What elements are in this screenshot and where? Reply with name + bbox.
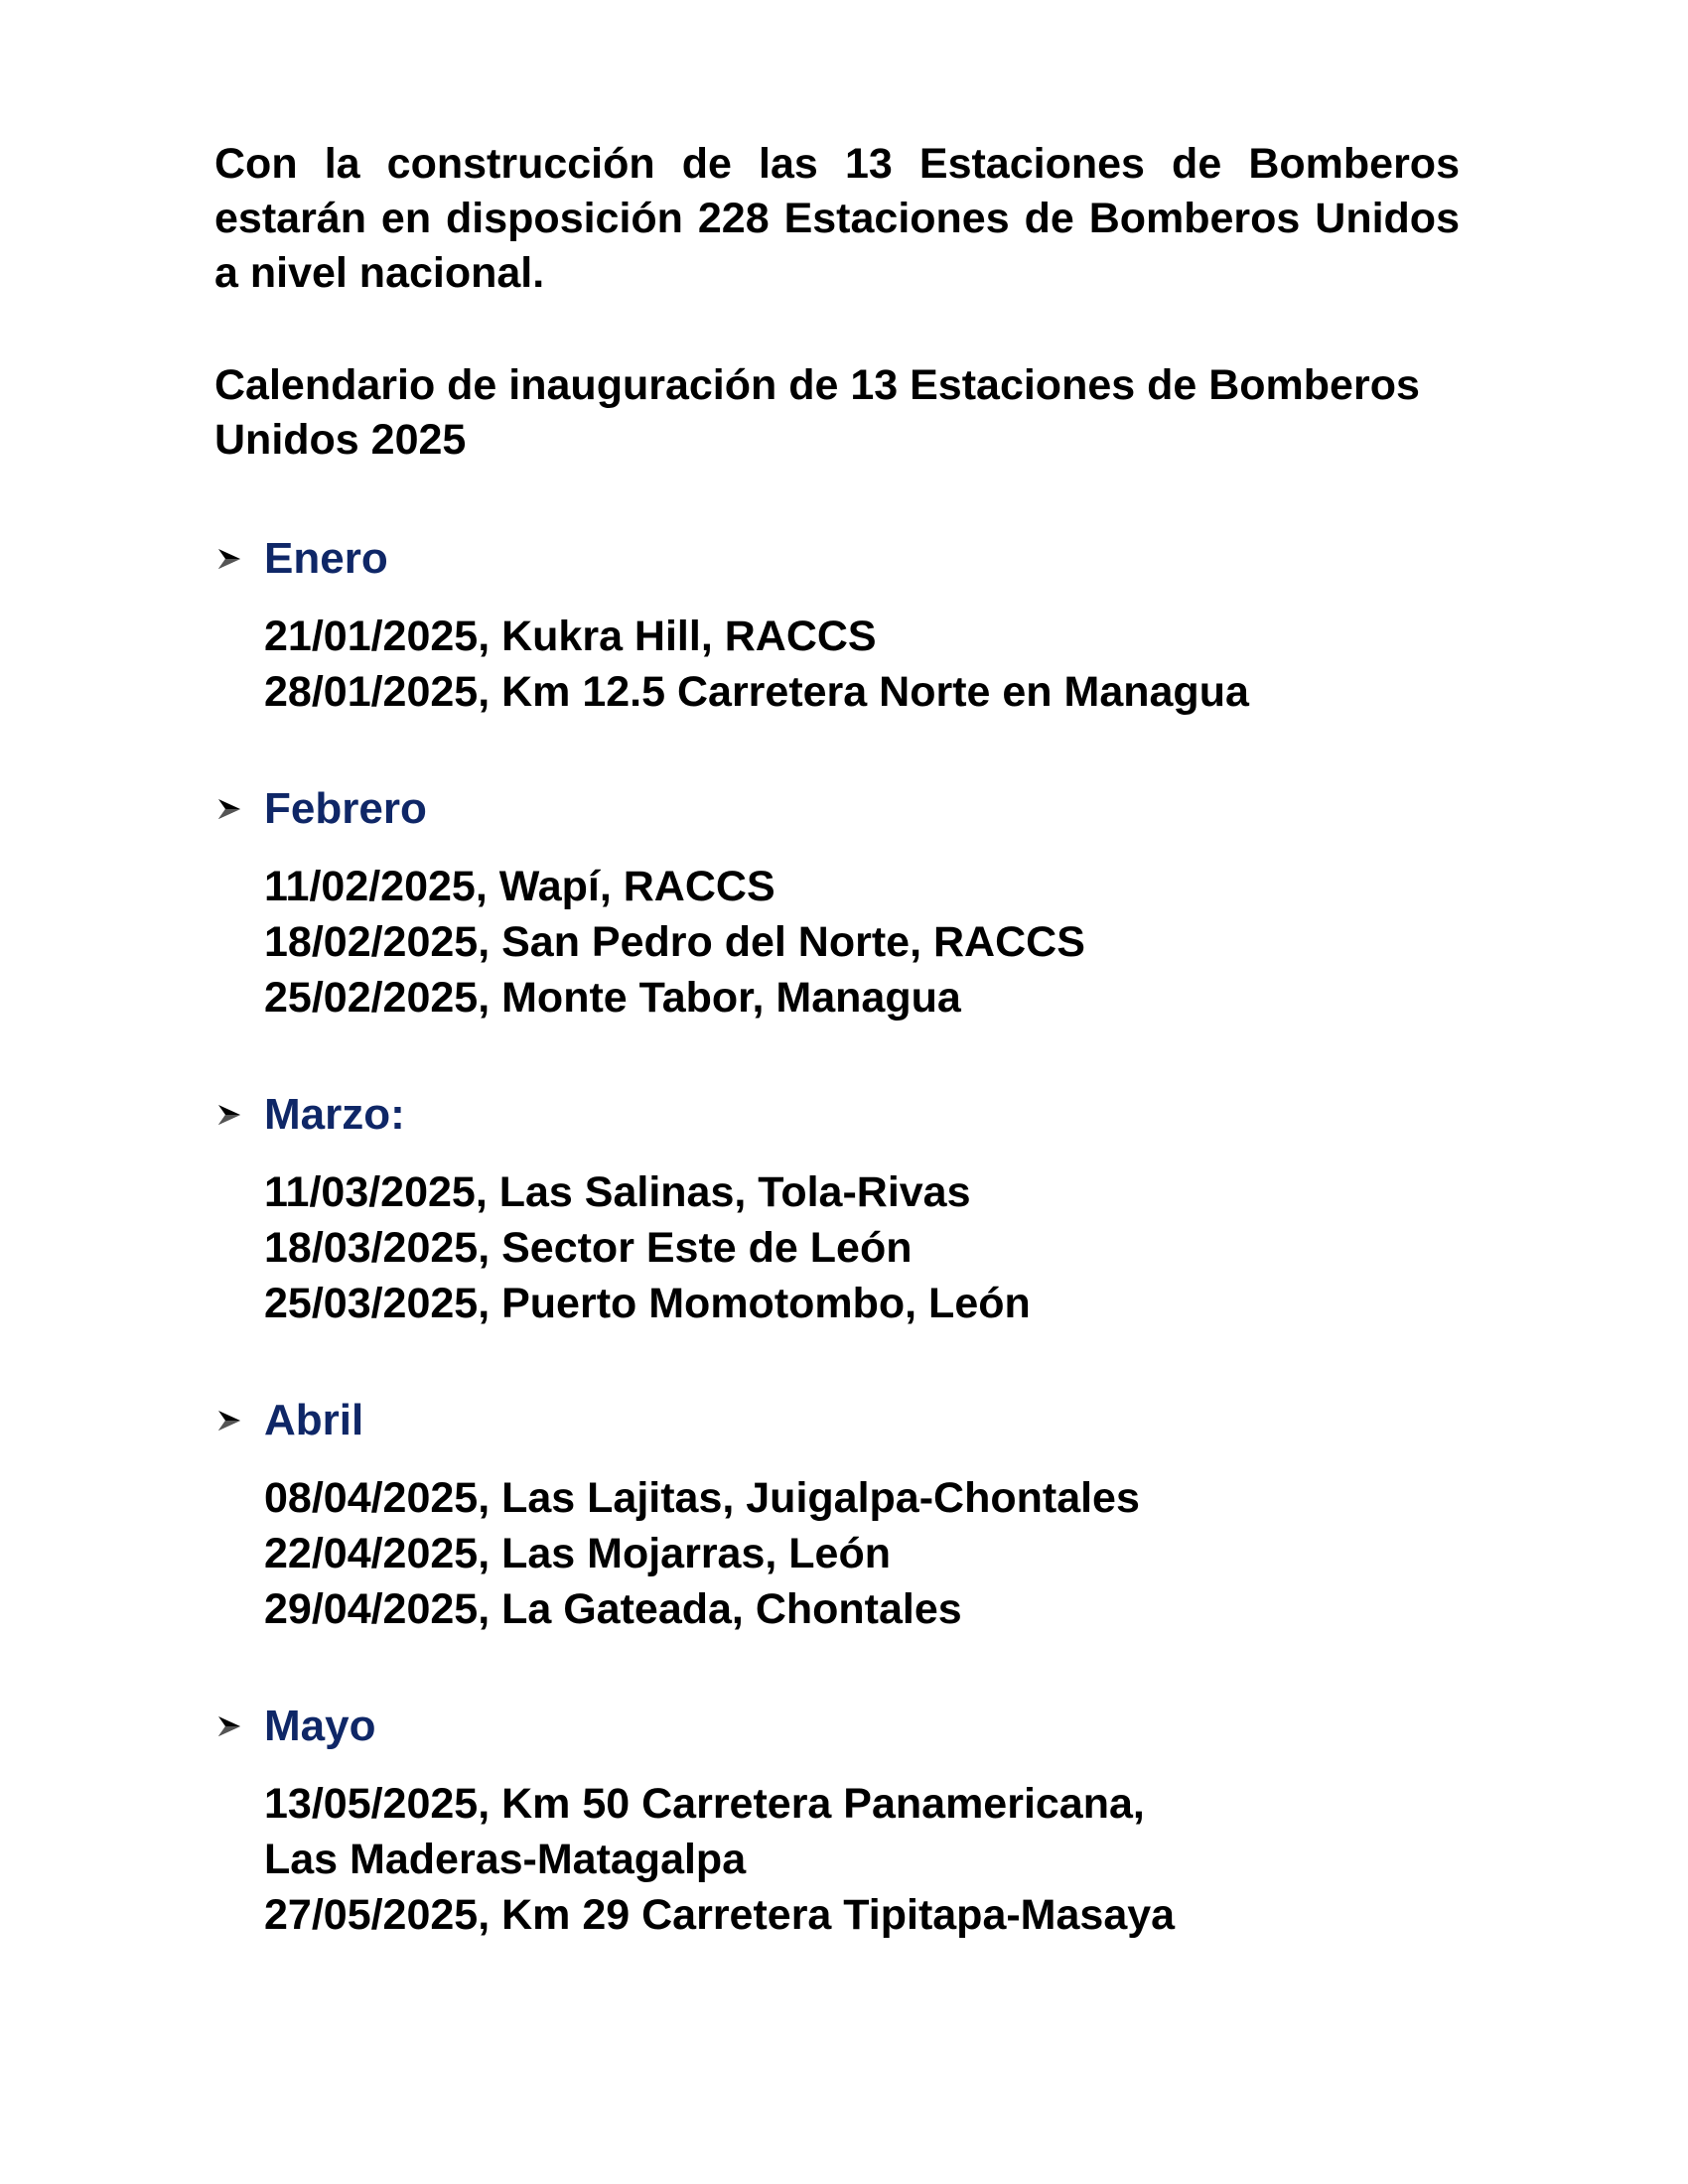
month-heading (214, 1085, 1460, 1145)
intro-paragraph: Con la construcción de las 13 Estaciones de Bomberos estarán en disposición 228 Estaciones de Bomberos Unidos a nivel nacional. (214, 140, 1460, 297)
month-section (214, 529, 1460, 720)
event-item: 29/04/2025, La Gateada, Chontales (264, 1585, 962, 1633)
month-section (214, 1085, 1460, 1331)
arrowhead-bullet-icon (216, 1391, 250, 1450)
event-item: 22/04/2025, Las Mojarras, León (264, 1530, 891, 1577)
event-item: 21/01/2025, Kukra Hill, RACCS (264, 613, 877, 660)
month-name: Marzo: (264, 1090, 405, 1139)
arrowhead-bullet-icon (216, 529, 250, 589)
months-list (214, 529, 1460, 1943)
event-item: 11/02/2025, Wapí, RACCS (264, 863, 775, 910)
event-item: 11/03/2025, Las Salinas, Tola-Rivas (264, 1168, 971, 1216)
event-item: 13/05/2025, Km 50 Carretera Panamericana, (264, 1780, 1145, 1828)
event-item: 18/03/2025, Sector Este de León (264, 1224, 913, 1272)
event-item: 25/03/2025, Puerto Momotombo, León (264, 1280, 1031, 1327)
month-section (214, 779, 1460, 1025)
month-heading (214, 1697, 1460, 1756)
document-page (214, 137, 1460, 1943)
event-item: 25/02/2025, Monte Tabor, Managua (264, 974, 961, 1022)
event-list (264, 1164, 1460, 1331)
month-name: Febrero (264, 784, 427, 833)
event-item: 27/05/2025, Km 29 Carretera Tipitapa-Masaya (264, 1891, 1176, 1939)
event-list (264, 1776, 1460, 1943)
month-heading (214, 779, 1460, 839)
month-name: Mayo (264, 1702, 376, 1750)
arrowhead-bullet-icon (216, 1697, 250, 1756)
event-list (264, 859, 1460, 1025)
month-heading (214, 1391, 1460, 1450)
event-item: 18/02/2025, San Pedro del Norte, RACCS (264, 918, 1085, 966)
event-item: 08/04/2025, Las Lajitas, Juigalpa-Chontales (264, 1474, 1140, 1522)
arrowhead-bullet-icon (216, 1085, 250, 1145)
event-list (264, 1470, 1460, 1637)
month-section (214, 1697, 1460, 1943)
month-heading (214, 529, 1460, 589)
event-item: Las Maderas-Matagalpa (264, 1836, 747, 1883)
month-name: Abril (264, 1396, 364, 1444)
month-name: Enero (264, 534, 388, 583)
arrowhead-bullet-icon (216, 779, 250, 839)
event-item: 28/01/2025, Km 12.5 Carretera Norte en Managua (264, 668, 1249, 716)
month-section (214, 1391, 1460, 1637)
event-list (264, 609, 1460, 720)
calendar-title: Calendario de inauguración de 13 Estaciones de Bomberos Unidos 2025 (214, 361, 1420, 464)
